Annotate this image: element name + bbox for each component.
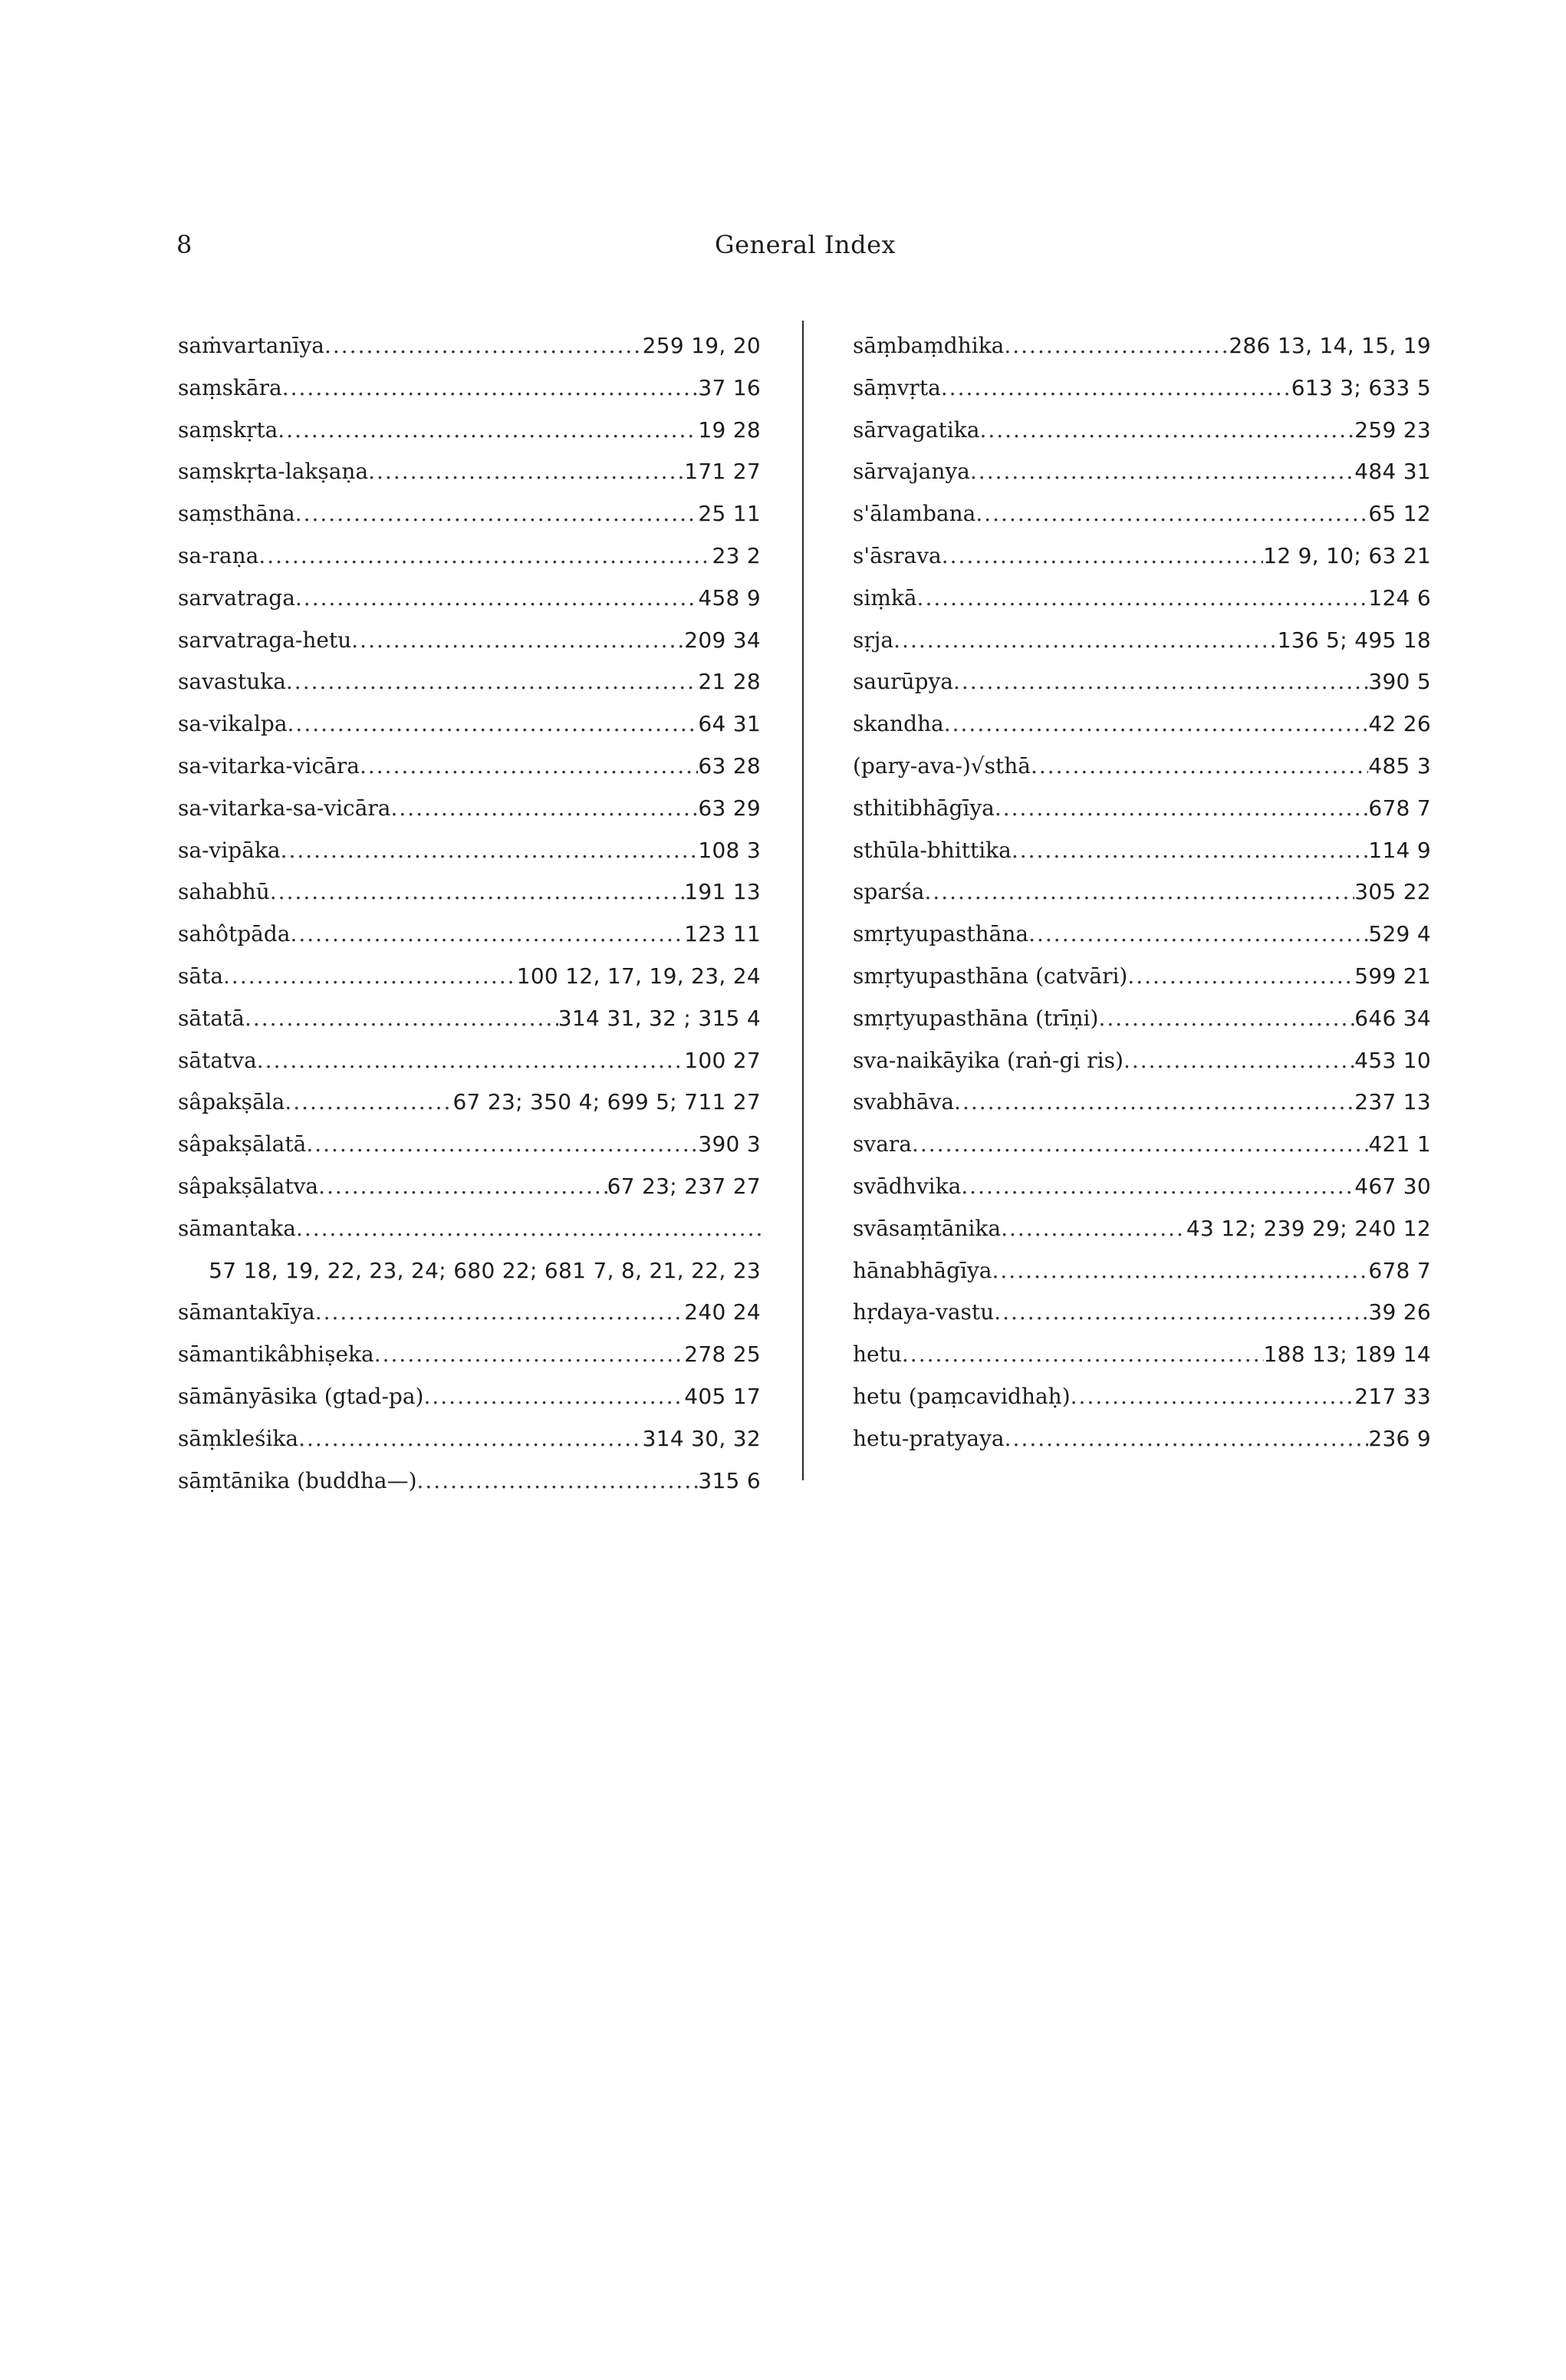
index-entry [178, 1040, 761, 1082]
index-entry [853, 367, 1431, 410]
dot-leader [298, 1418, 643, 1460]
index-entry [178, 620, 761, 662]
page-references: 278 25 [684, 1341, 761, 1368]
index-term: svādhvika [853, 1173, 962, 1199]
page-references: 286 13, 14, 15, 19 [1229, 333, 1431, 358]
index-term: hānabhāgīya [853, 1257, 992, 1283]
page-references: 529 4 [1368, 921, 1431, 947]
dot-leader [912, 1124, 1368, 1166]
index-term: (pary-ava-)√sthā [853, 752, 1031, 779]
page-number: 8 [176, 230, 192, 259]
page-references: 39 26 [1368, 1299, 1431, 1325]
dot-leader [423, 1376, 684, 1418]
index-term: sa-vikalpa [178, 711, 288, 737]
index-term: smṛtyupasthāna [853, 921, 1029, 947]
page-references: 63 29 [698, 795, 761, 821]
index-entry [178, 1418, 761, 1460]
index-entry [178, 788, 761, 830]
index-entry [178, 871, 761, 913]
page-references: 100 27 [684, 1047, 761, 1073]
dot-leader [944, 703, 1369, 746]
page-references: 67 23; 237 27 [607, 1173, 761, 1199]
page-references: 305 22 [1354, 879, 1431, 905]
page-references: 123 11 [684, 921, 761, 947]
dot-leader [1012, 830, 1369, 872]
index-term: sārvagatika [853, 416, 980, 443]
index-term: svabhāva [853, 1089, 955, 1115]
page-references: 191 13 [684, 879, 761, 905]
page-references: 646 34 [1354, 1005, 1431, 1031]
index-entry [853, 1376, 1431, 1418]
dot-leader [351, 620, 684, 662]
dot-leader [374, 1334, 685, 1376]
index-term: hetu [853, 1341, 902, 1368]
index-entry [853, 535, 1431, 578]
index-entry [853, 1292, 1431, 1334]
page-references: 240 24 [684, 1299, 761, 1325]
dot-leader [223, 956, 517, 998]
index-entry [853, 410, 1431, 452]
index-term: sṛja [853, 627, 894, 653]
index-entry [853, 451, 1431, 493]
dot-leader [282, 367, 699, 410]
page-references: 236 9 [1368, 1425, 1431, 1451]
page-references: 171 27 [684, 459, 761, 485]
dot-leader [917, 578, 1369, 620]
page-references: 678 7 [1368, 795, 1431, 821]
dot-leader [315, 1292, 685, 1334]
page-references: 57 18, 19, 22, 23, 24; 680 22; 681 7, 8, 21, 22, 23 [209, 1257, 761, 1283]
dot-leader [902, 1334, 1264, 1376]
index-term: sārvajanya [853, 459, 970, 485]
page-references: 485 3 [1368, 752, 1431, 779]
page-references: 314 31, 32 ; 315 4 [558, 1005, 761, 1031]
index-entry [178, 325, 761, 367]
index-term: svāsaṃtānika [853, 1215, 1002, 1241]
dot-leader [961, 1166, 1354, 1208]
index-entry [853, 325, 1431, 367]
dot-leader [391, 788, 699, 830]
page-references: 21 28 [698, 669, 761, 695]
dot-leader [278, 410, 698, 452]
index-entry [853, 703, 1431, 746]
index-entry [178, 1124, 761, 1166]
index-term: hetu-pratyaya [853, 1425, 1005, 1451]
dot-leader [1031, 746, 1368, 788]
page-references: 259 19, 20 [642, 333, 761, 358]
dot-leader [1028, 913, 1368, 956]
index-entry [853, 493, 1431, 535]
page-references: 37 16 [698, 374, 761, 400]
index-term: sâpakṣālatva [178, 1173, 319, 1199]
dot-leader [995, 788, 1368, 830]
index-entry [853, 956, 1431, 998]
index-entry [853, 830, 1431, 872]
dot-leader [290, 913, 684, 956]
dot-leader [306, 1124, 698, 1166]
dot-leader [368, 451, 684, 493]
index-term: sāmantakīya [178, 1299, 315, 1325]
page-references: 421 1 [1368, 1131, 1431, 1157]
index-term: savastuka [178, 669, 286, 695]
dot-leader [281, 830, 699, 872]
index-entry [178, 367, 761, 410]
index-entry [178, 1334, 761, 1376]
page-references: 458 9 [698, 584, 761, 611]
index-entry [853, 1166, 1431, 1208]
index-entry [178, 1292, 761, 1334]
index-entry [853, 746, 1431, 788]
page-references: 19 28 [698, 416, 761, 443]
dot-leader [245, 998, 558, 1040]
page-references: 237 13 [1354, 1089, 1431, 1115]
dot-leader [1004, 325, 1229, 367]
index-entry [853, 1081, 1431, 1124]
dot-leader [1127, 956, 1354, 998]
dot-leader [992, 1250, 1369, 1292]
dot-leader [1005, 1418, 1369, 1460]
index-term: sa-vitarka-vicāra [178, 752, 360, 779]
index-term: sarvatraga [178, 584, 295, 611]
index-entry [853, 913, 1431, 956]
dot-leader [1001, 1208, 1186, 1250]
index-term: smṛtyupasthāna (trīṇi) [853, 1005, 1099, 1031]
dot-leader [953, 661, 1368, 703]
index-term: sparśa [853, 879, 925, 905]
index-entry [178, 493, 761, 535]
index-entry [178, 1250, 761, 1292]
index-entry [178, 661, 761, 703]
index-entry [178, 410, 761, 452]
dot-leader [324, 325, 643, 367]
index-entry [178, 578, 761, 620]
index-entry [178, 1081, 761, 1124]
page-references: 114 9 [1368, 837, 1431, 863]
index-term: saṃskṛta [178, 416, 278, 443]
index-entry [178, 913, 761, 956]
page-references: 64 31 [698, 711, 761, 737]
dot-leader [941, 367, 1291, 410]
dot-leader [286, 661, 698, 703]
page-references: 23 2 [712, 542, 761, 568]
index-entry [178, 746, 761, 788]
index-entry [853, 788, 1431, 830]
index-term: sāmānyāsika (gtad-pa) [178, 1383, 424, 1409]
index-entry [178, 1166, 761, 1208]
page-references: 42 26 [1368, 711, 1431, 737]
dot-leader [257, 1040, 684, 1082]
index-column-left [178, 325, 761, 1502]
index-entry [853, 1208, 1431, 1250]
index-term: saṃskāra [178, 374, 282, 400]
page-references: 43 12; 239 29; 240 12 [1186, 1215, 1431, 1241]
index-term: sāta [178, 963, 224, 989]
index-column-right [853, 325, 1431, 1460]
index-entry [853, 620, 1431, 662]
page-references: 259 23 [1354, 416, 1431, 443]
index-term: sâpakṣāla [178, 1089, 285, 1115]
column-divider [802, 321, 804, 1480]
dot-leader [979, 410, 1354, 452]
index-entry [853, 998, 1431, 1040]
index-term: hetu (paṃcavidhaḥ) [853, 1383, 1071, 1409]
index-term: sāmantaka [178, 1215, 296, 1241]
page-references: 12 9, 10; 63 21 [1263, 542, 1431, 568]
dot-leader [296, 1208, 761, 1250]
page-references: 209 34 [684, 627, 761, 653]
index-term: siṃkā [853, 584, 917, 611]
dot-leader [942, 535, 1264, 578]
page-references: 108 3 [698, 837, 761, 863]
index-term: sāṃvṛta [853, 374, 941, 400]
index-entry [853, 1250, 1431, 1292]
index-term: skandha [853, 711, 944, 737]
index-term: sarvatraga-hetu [178, 627, 352, 653]
page-references: 467 30 [1354, 1173, 1431, 1199]
index-term: sva-naikāyika (raṅ-gi ris) [853, 1047, 1124, 1073]
index-term: saṃskṛta-lakṣaṇa [178, 459, 369, 485]
dot-leader [1071, 1376, 1355, 1418]
page-references: 315 6 [698, 1467, 761, 1493]
index-term: svara [853, 1131, 912, 1157]
index-term: sa-vipāka [178, 837, 281, 863]
dot-leader [318, 1166, 607, 1208]
index-entry [178, 956, 761, 998]
index-term: sāmantikâbhiṣeka [178, 1341, 374, 1368]
index-term: sthitibhāgīya [853, 795, 995, 821]
page-references: 405 17 [684, 1383, 761, 1409]
page-references: 67 23; 350 4; 699 5; 711 27 [452, 1089, 761, 1115]
index-entry [178, 998, 761, 1040]
index-term: sahabhū [178, 879, 270, 905]
dot-leader [975, 493, 1368, 535]
page-references: 390 3 [698, 1131, 761, 1157]
dot-leader [285, 1081, 452, 1124]
page-references: 63 28 [698, 752, 761, 779]
index-entry [853, 661, 1431, 703]
dot-leader [270, 871, 684, 913]
index-term: sātatva [178, 1047, 257, 1073]
index-term: smṛtyupasthāna (catvāri) [853, 963, 1128, 989]
page-references: 65 12 [1368, 501, 1431, 527]
index-entry [853, 1040, 1431, 1082]
index-term: sāṃkleśika [178, 1425, 299, 1451]
dot-leader [994, 1292, 1368, 1334]
dot-leader [295, 578, 698, 620]
dot-leader [417, 1460, 699, 1503]
dot-leader [924, 871, 1354, 913]
dot-leader [288, 703, 699, 746]
index-entry [178, 535, 761, 578]
index-entry [178, 1208, 761, 1250]
dot-leader [970, 451, 1354, 493]
index-entry [853, 1418, 1431, 1460]
index-term: saurūpya [853, 669, 953, 695]
index-entry [853, 871, 1431, 913]
index-term: s'āsrava [853, 542, 942, 568]
index-term: sthūla-bhittika [853, 837, 1012, 863]
index-entry [853, 1334, 1431, 1376]
page-references: 599 21 [1354, 963, 1431, 989]
page-references: 100 12, 17, 19, 23, 24 [516, 963, 761, 989]
page-title: General Index [715, 230, 897, 259]
index-term: sāṃtānika (buddha—) [178, 1467, 417, 1493]
index-entry [853, 578, 1431, 620]
index-term: hṛdaya-vastu [853, 1299, 995, 1325]
page-references: 314 30, 32 [642, 1425, 761, 1451]
index-term: sa-raṇa [178, 542, 259, 568]
dot-leader [1098, 998, 1354, 1040]
index-entry [178, 1376, 761, 1418]
dot-leader [1124, 1040, 1354, 1082]
dot-leader [258, 535, 712, 578]
index-term: sahôtpāda [178, 921, 291, 947]
index-entry [178, 451, 761, 493]
page-references: 678 7 [1368, 1257, 1431, 1283]
index-entry [853, 1124, 1431, 1166]
index-entry [178, 703, 761, 746]
index-term: sâpakṣālatā [178, 1131, 307, 1157]
index-entry [178, 1460, 761, 1503]
page-references: 453 10 [1354, 1047, 1431, 1073]
page-references: 25 11 [698, 501, 761, 527]
page-references: 484 31 [1354, 459, 1431, 485]
page-references: 136 5; 495 18 [1277, 627, 1431, 653]
index-term: sāṃbaṃdhika [853, 333, 1005, 358]
page-references: 188 13; 189 14 [1263, 1341, 1431, 1368]
index-term: sa-vitarka-sa-vicāra [178, 795, 391, 821]
page-references: 390 5 [1368, 669, 1431, 695]
index-term: saṃsthāna [178, 501, 295, 527]
dot-leader [893, 620, 1277, 662]
index-term: s'ālambana [853, 501, 976, 527]
index-entry [178, 830, 761, 872]
index-term: saṁvartanīya [178, 333, 324, 358]
dot-leader [954, 1081, 1354, 1124]
page-references: 217 33 [1354, 1383, 1431, 1409]
dot-leader [360, 746, 698, 788]
page-references: 613 3; 633 5 [1291, 374, 1431, 400]
page-references: 124 6 [1368, 584, 1431, 611]
index-term: sātatā [178, 1005, 245, 1031]
dot-leader [295, 493, 699, 535]
